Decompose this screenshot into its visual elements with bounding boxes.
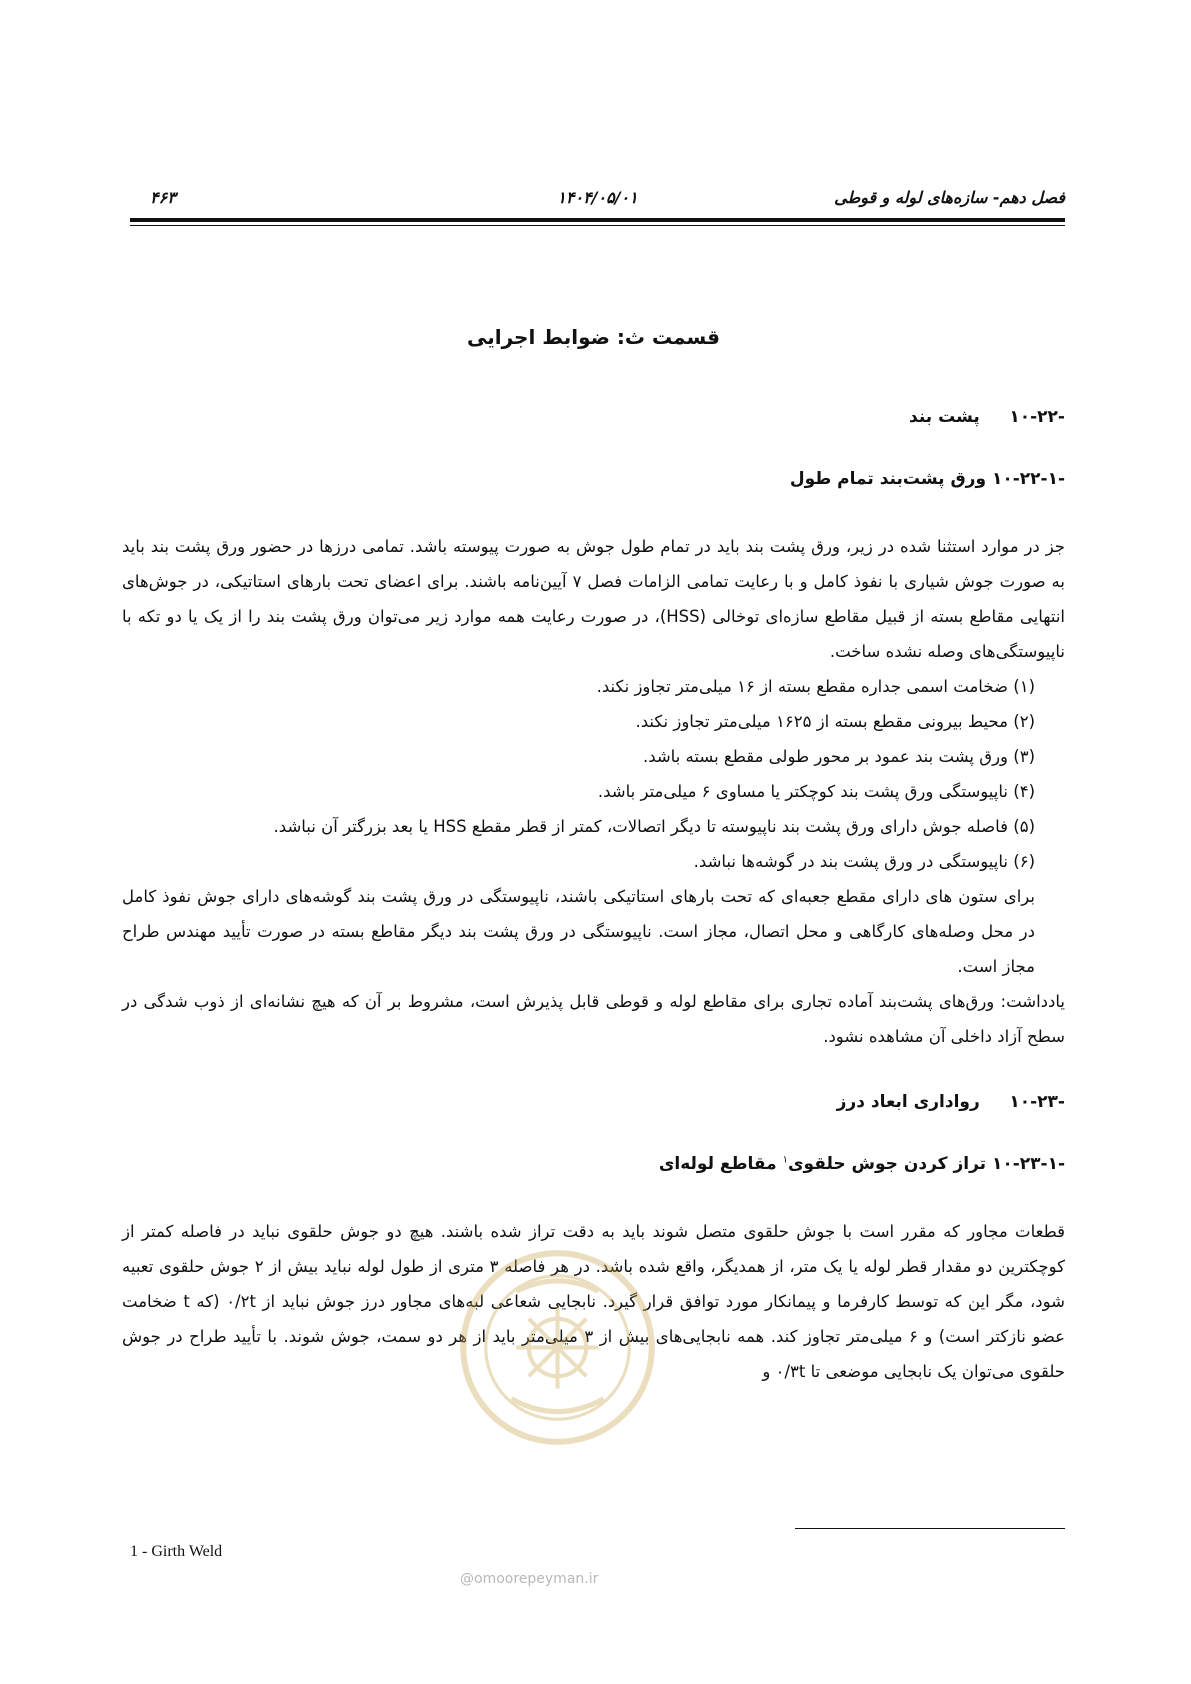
list-item: (۶) ناپیوستگی در ورق پشت بند در گوشه‌ها نباشد. [693,852,1035,871]
heading-text: رواداری ابعاد درز [836,1092,980,1112]
heading-text: تراز کردن جوش حلقوی [787,1154,987,1174]
watermark-seal-icon [455,1245,660,1450]
footnote-rule [795,1528,1065,1529]
heading-text: ورق پشت‌بند تمام طول [789,469,987,489]
page-number: ۴۶۳ [150,188,176,207]
list-item: (۴) ناپیوستگی ورق پشت بند کوچکتر یا مساوی ۶ میلی‌متر باشد. [597,782,1035,801]
spacer [122,1054,1065,1092]
list-item: (۱) ضخامت اسمی جداره مقطع بسته از ۱۶ میلی‌متر تجاوز نکند. [596,677,1035,696]
list-item: (۳) ورق پشت بند عمود بر محور طولی مقطع بسته باشد. [642,747,1035,766]
chapter-title: فصل دهم- سازه‌های لوله و قوطی [834,188,1065,207]
at-icon: @ [460,1571,474,1587]
heading-number: ۱۰-۲۲- [1009,407,1065,427]
heading-number: ۱۰-۲۲-۱- [991,469,1065,489]
heading-10-23 [122,1092,1065,1112]
heading-number: ۱۰-۲۳- [1009,1092,1065,1112]
header-rule-thick [130,218,1065,222]
footnote: 1 - Girth Weld [130,1543,223,1560]
heading-10-22 [122,407,1065,427]
heading-10-22-1 [122,469,1065,489]
running-header [130,186,1065,212]
section-title: قسمت ث: ضوابط اجرایی [467,325,720,349]
heading-10-23-1 [122,1154,1065,1174]
paragraph-box-columns: برای ستون های دارای مقطع جعبه‌ای که تحت بارهای استاتیکی باشند، ناپیوستگی در ورق پشت بند گوشه‌های دارای جوش نفوذ کامل در محل وصله‌های کارگاهی و محل اتصال، مجاز است. ناپیوستگی در ورق پشت بند دیگر مقاطع بسته در صورت تأیید مهندس طراح مجاز است. [122,887,1035,976]
paragraph-girth-weld: قطعات مجاور که مقرر است با جوش حلقوی متصل شوند باید به دقت تراز شده باشند. هیچ دو جوش حلقوی نباید در فاصله کمتر از کوچکترین دو مقدار قطر لوله یا یک متر، از همدیگر، واقع شده باشد. در هر فاصله ۳ متری از طول لوله نباید بیش از ۲ جوش حلقوی تعبیه شود، مگر این که توسط کارفرما و پیمانکار مورد توافق قرار گیرد. نابجایی شعاعی لبه‌های مجاور درز جوش نباید از ۰/۲t (که t ضخامت عضو نازکتر است) و ۶ میلی‌متر تجاوز کند. همه نابجایی‌های بیش از ۳ میلی‌متر باید از هر دو سمت، جوش شوند. با تأیید طراح در جوش حلقوی می‌توان یک نابجایی موضعی تا ۰/۳t و [122,1222,1066,1381]
heading-text-rest: مقاطع لوله‌ای [658,1154,777,1174]
list-item: (۵) فاصله جوش دارای ورق پشت بند ناپیوسته تا دیگر اتصالات، کمتر از قطر مقطع HSS یا بعد بزرگتر آن نباشد. [273,817,1035,836]
footnote-marker: ۱ [782,1154,788,1166]
heading-text: پشت بند [909,407,980,427]
main-content [122,325,1065,1389]
list-item: (۲) محیط بیرونی مقطع بسته از ۱۶۲۵ میلی‌متر تجاوز نکند. [635,712,1035,731]
paragraph-note: یادداشت: ورق‌های پشت‌بند آماده تجاری برای مقاطع لوله و قوطی قابل پذیرش است، مشروط بر آن که هیچ نشانه‌ای از ذوب شدگی در سطح آزاد داخلی آن مشاهده نشود. [122,992,1065,1046]
paragraph-backing-intro: جز در موارد استثنا شده در زیر، ورق پشت بند باید در تمام طول جوش به صورت پیوسته باشد. تمامی درزها در حضور ورق پشت بند باید به صورت جوش شیاری با نفوذ کامل و با رعایت تمامی الزامات فصل ۷ آیین‌نامه باشند. برای اعضای تحت بارهای استاتیکی، در جوش‌های انتهایی مقاطع بسته از قبیل مقاطع سازه‌ای توخالی (HSS)، در صورت رعایت همه موارد زیر می‌توان ورق پشت بند را از یک یا دو تکه با ناپیوستگی‌های وصله نشده ساخت. [122,537,1065,661]
heading-number: ۱۰-۲۳-۱- [991,1154,1065,1174]
header-rule-thin [130,225,1065,226]
watermark-url-text: omoorepeyman.ir [474,1571,599,1587]
header-date: ۱۴۰۴/۰۵/۰۱ [557,188,638,207]
watermark-url [460,1571,598,1587]
conditions-list [122,669,1065,879]
